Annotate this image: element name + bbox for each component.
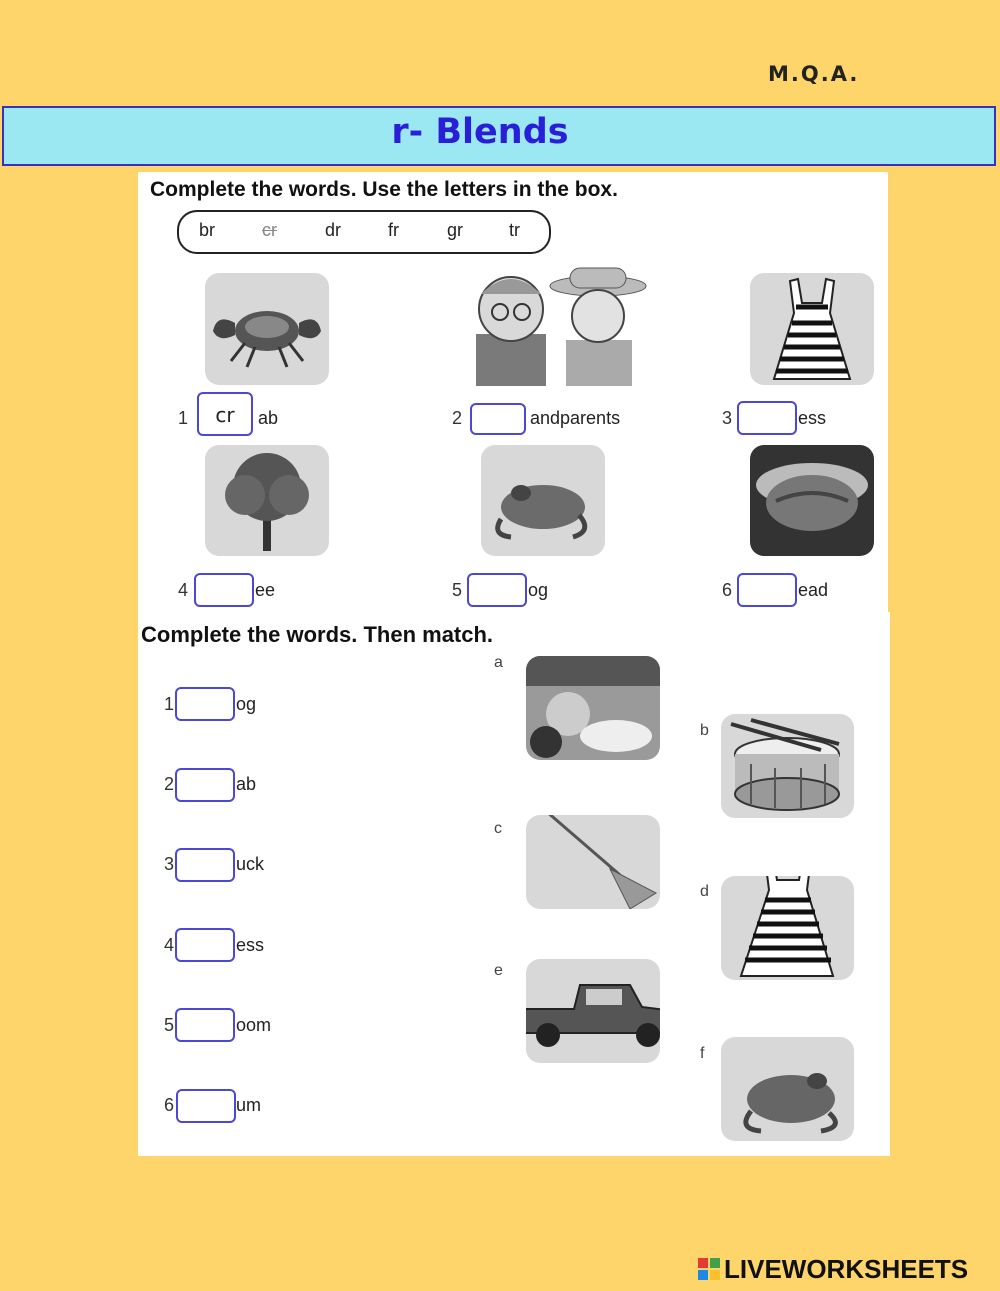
picture-label: d [700, 883, 709, 900]
page-title: r- Blends [391, 112, 569, 152]
word-ending: ab [258, 408, 279, 428]
dress-picture [750, 273, 874, 385]
picture-label: a [494, 654, 503, 671]
liveworksheets-logo[interactable]: LIVEWORKSHEETS [724, 1254, 969, 1284]
word-ending: uck [236, 854, 265, 874]
answer-box[interactable] [175, 928, 235, 962]
truck-picture [526, 959, 660, 1063]
letter-bank-item: dr [325, 220, 342, 240]
liveworksheets-logo-icon [698, 1258, 720, 1280]
letter-bank-item: tr [509, 220, 520, 240]
answer-box[interactable] [737, 401, 797, 435]
author-initials: M.Q.A. [768, 62, 860, 86]
word-ending: ess [236, 935, 265, 955]
item-number: 4 [164, 935, 175, 955]
word-ending: ess [798, 408, 827, 428]
crab-fisherman-picture [526, 656, 660, 760]
answer-box[interactable] [175, 848, 235, 882]
dress-picture [721, 876, 854, 980]
letter-bank-item: br [199, 220, 216, 240]
broom-picture [526, 815, 660, 909]
word-ending: ee [255, 580, 276, 600]
answer-box[interactable] [175, 1008, 235, 1042]
item-number: 4 [178, 580, 189, 600]
picture-label: b [700, 722, 709, 739]
word-ending: og [236, 694, 257, 714]
answer-box[interactable]: cr [197, 392, 253, 436]
item-number: 6 [164, 1095, 175, 1115]
item-number: 2 [452, 408, 463, 428]
answer-box[interactable] [194, 573, 254, 607]
word-ending: ab [236, 774, 257, 794]
tree-picture [205, 445, 329, 556]
item-number: 3 [164, 854, 175, 874]
crab-picture [205, 273, 329, 385]
letter-bank [177, 210, 551, 254]
exercise-2-heading: Complete the words. Then match. [141, 622, 494, 647]
exercise-1-heading: Complete the words. Use the letters in the box. [150, 178, 618, 201]
picture-label: f [700, 1045, 705, 1062]
picture-label: e [494, 962, 503, 979]
item-number: 5 [164, 1015, 175, 1035]
frog-picture [721, 1037, 854, 1141]
frog-picture [481, 445, 605, 556]
answer-box[interactable] [470, 403, 526, 435]
letter-bank-item: gr [447, 220, 464, 240]
answer-box[interactable] [175, 687, 235, 721]
answer-box[interactable] [176, 1089, 236, 1123]
item-number: 2 [164, 774, 175, 794]
item-number: 6 [722, 580, 733, 600]
word-ending: oom [236, 1015, 272, 1035]
word-ending: um [236, 1095, 262, 1115]
word-ending: og [528, 580, 549, 600]
picture-label: c [494, 820, 502, 837]
item-number: 5 [452, 580, 463, 600]
word-ending: ead [798, 580, 829, 600]
word-ending: andparents [530, 408, 621, 428]
item-number: 1 [178, 408, 189, 428]
bread-picture [750, 445, 874, 556]
drum-picture [721, 714, 854, 818]
grandparents-picture [466, 264, 654, 386]
answer-box[interactable] [175, 768, 235, 802]
item-number: 1 [164, 694, 175, 714]
answer-box[interactable] [737, 573, 797, 607]
answer-box[interactable] [467, 573, 527, 607]
letter-bank-item: fr [388, 220, 399, 240]
item-number: 3 [722, 408, 733, 428]
letter-bank-item: cr [262, 220, 277, 240]
